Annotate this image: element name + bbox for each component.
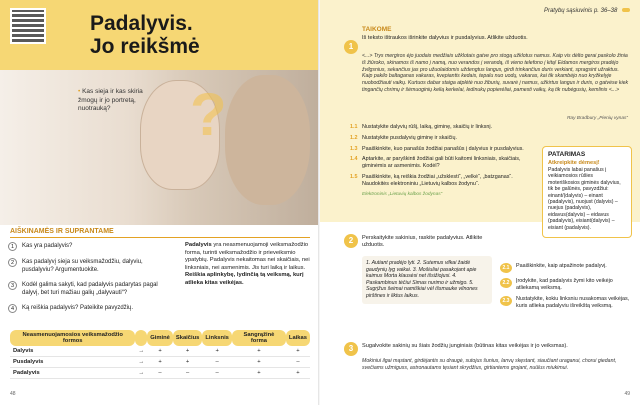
intro-question: [78, 88, 158, 114]
workbook-reference: [544, 8, 630, 14]
qr-code-icon[interactable]: [10, 8, 46, 44]
list-item: [350, 124, 530, 131]
question-text: Kas padalyvį sieja su veiksmažodžiu, dalyviu, pusdalyviu? Argumentuokite.: [22, 259, 143, 273]
task-number-badge: 2: [344, 234, 358, 248]
task-instruction: Iš teksto ištraukos išrinkite dalyvius ir pusdalyvius. Atlikite užduotis.: [362, 35, 528, 41]
table-cell: –: [202, 368, 232, 379]
example-sentences: 1. Autiant pradėjo lyti. 2. Sutemus vilkai žaidė gaudynių lyg vaikai. 3. Mošiuliai pasakojant apie kaimus Morta klausėsi net išsižiojusi. 4. Paskambinus tėčiui Simas nurimo ir užmigo. 5. Sugrįžus šeimai namiškiai vėl išsmauke vilnones pirštines ir liktus laikus.: [362, 256, 492, 304]
row-arrow: →: [135, 368, 147, 379]
tip-text: Padalyvis labai panašus į veikiamosios rūšies moteriškosios giminės dalyvius, tik be galūnės, pavyzdžiui: einant/(dalyvis) – einant (padalyvis), nuojust (dalyvis) – nuejus (padalyvis), eidavus(dalyvis) – eidavus (padalyvis), eisiant(dalyvis) – eisiant (padalyvis).: [548, 167, 621, 231]
subtask-list: [350, 124, 530, 220]
definition-text: yra neasmenuojamoji veiksmažodžio forma, turinti veiksmažodžio ir prieveiksmio ypatybių. Padalyvis nekaitomas nei skaičiais, nei linksniais, nei asmenimis. Jis turi laiką ir laikus.: [185, 242, 310, 271]
subtask-number: 1.4: [350, 156, 358, 163]
row-label: Dalyvis: [10, 346, 135, 357]
right-page: [320, 0, 640, 405]
table-header: Laikas: [286, 330, 310, 346]
question-mark-icon: ?: [190, 81, 227, 148]
question-text: Ką reiškia padalyvis? Pateikite pavyzdžių.: [22, 305, 134, 311]
definition-term: Padalyvis: [185, 242, 212, 248]
list-item: [350, 156, 530, 170]
table-cell: +: [286, 346, 310, 357]
subtask-text: Paaiškinkite, ką reiškia žodžiai „užsklesti“, „velkė“, „batzganas“. Naudokitės elektroniniu „Lietuvių kalbos žodynu“.: [362, 173, 513, 187]
definition-emphasis: Reiškia aplinkybę, lydinčią tą veiksmą, kurį atlieka kitas veikėjas.: [185, 272, 304, 286]
list-item: [500, 263, 630, 273]
pill-icon: [622, 8, 630, 12]
table-header: Sangrąžinė forma: [232, 330, 286, 346]
row-arrow: →: [135, 357, 147, 368]
table-cell: +: [147, 357, 173, 368]
table-cell: –: [286, 357, 310, 368]
question-item: [8, 258, 158, 274]
title-line-1: Padalyvis.: [90, 12, 193, 35]
table-cell: +: [232, 357, 286, 368]
task-number-badge: 3: [344, 342, 358, 356]
dictionary-link[interactable]: Elektroninis „Lietuvių kalbos žodynas“: [362, 191, 443, 197]
list-item: [350, 135, 530, 142]
list-item: [500, 278, 630, 291]
row-label: Pusdalyvis: [10, 357, 135, 368]
subtask-text: Įrodykite, kad padalyvis žymi kito veikėjo atliekamą veiksmą.: [516, 278, 613, 291]
question-list: [8, 242, 158, 320]
subtask-list: [500, 263, 630, 314]
task-instruction: Sugalvokite sakinių su šiais žodžių junginiais (būtinas kitas veikėjas ir jo veiksmas).: [362, 343, 568, 349]
table-row: [10, 346, 310, 357]
table-header: Linksnis: [202, 330, 232, 346]
section-divider: [10, 237, 310, 238]
subtask-number: 1.3: [350, 145, 358, 152]
text-passage: <...> Trys mergiros ėjo juodais medžiais užklotais gatve pro stogą užklotus namus. Kaip vis dėlto gerai paskolo žinia iš žiūroko, skinamos iš namo į namą, nuo verandos į verandą, iš vieno telefono į kitą! Eidamos mergiros pradėjo žvilgsnius, sekančius jas pro užuolaidomis uždengtus langus, girdi trinkančius duris verkiant, spragsint užraktus. Kaip pakilo baltaganas vakaras, kvepiantis kedais, tepalu nuo uodų, vakaras, kai tik skambėjo nuo kryžkelyje nuobodžiauti vaikų. Kurtuos dabar staiga atplėtė nuo žiburių, suvarė į namus, užkirtus langus ir duris, o gatvėse kiek tingančių chrimų ir šėmuoginių kelią kerkelai, ledinukų popierėliai, pamesti vaikų, ką tik nubėgusių, kemlinis <...>: [362, 53, 629, 93]
tip-title: PATARIMAS: [548, 151, 586, 158]
subtask-text: Nustatykite, kokiu linksniu nusakomas veikėjas, kuris atlieka padalyviu išreikštą veiksmą.: [516, 296, 630, 309]
verb-forms-table: [10, 330, 310, 379]
workbook-reference-text: Pratybų sąsiuvinis p. 36–38: [543, 8, 618, 14]
table-cell: +: [173, 346, 203, 357]
subtask-number: 1.5: [350, 173, 358, 180]
subtask-text: Nustatykite pusdalyvių giminę ir skaičių.: [362, 134, 457, 141]
subtask-text: Nustatykite dalyvių rūšį, laiką, giminę, skaičių ir linksnį.: [362, 124, 493, 130]
table-header: Neasmenuojamosios veiksmažodžio formos: [10, 330, 135, 346]
subtask-number: 2.2: [500, 278, 512, 288]
table-header: [135, 330, 147, 346]
page-number-left: 48: [10, 391, 16, 397]
table-cell: –: [173, 368, 203, 379]
question-number: 2: [8, 258, 17, 267]
task-label: TAIKOME: [362, 26, 392, 33]
subtask-text: Paaiškinkite, kaip atpažinote padalyvį.: [516, 263, 607, 269]
woman-photo: [225, 75, 310, 205]
task-instruction: Perskaitykite sakinius, raskite padalyvius. Atlikite užduotis.: [362, 235, 483, 248]
subtask-number: 2.1: [500, 263, 512, 273]
subtask-number: 2.3: [500, 296, 512, 306]
table-cell: –: [147, 368, 173, 379]
table-cell: +: [147, 346, 173, 357]
bullet-icon: •: [78, 88, 81, 95]
page-title: [90, 12, 200, 58]
tip-subtitle: Atkreipkite dėmesį!: [548, 160, 600, 166]
list-item: [350, 174, 530, 188]
definition-box: [185, 242, 310, 288]
table-header-row: [10, 330, 310, 346]
question-number: 1: [8, 242, 17, 251]
task-number-badge: 1: [344, 40, 358, 54]
row-label: Padalyvis: [10, 368, 135, 379]
question-item: [8, 281, 158, 297]
title-line-2: Jo reikšmė: [90, 35, 200, 58]
intro-question-text: Kas sieja ir kas skiria žmogų ir jo portretą, nuotrauką?: [78, 88, 143, 112]
page-number-right: 49: [624, 391, 630, 397]
table-row: [10, 368, 310, 379]
section-title: AIŠKINAMĖS IR SUPRANTAME: [10, 228, 114, 235]
row-arrow: →: [135, 346, 147, 357]
list-item: [350, 146, 530, 153]
table-cell: +: [232, 368, 286, 379]
table-cell: –: [202, 357, 232, 368]
portrait-photo: [0, 70, 320, 225]
table-cell: +: [202, 346, 232, 357]
question-text: Kodėl galima sakyti, kad padalyvis padarytas pagal dalyvį, bet turi mažiau galių „dalyvauti“?: [22, 282, 158, 296]
question-number: 3: [8, 281, 17, 290]
question-item: [8, 242, 158, 251]
subtask-number: 1.1: [350, 124, 358, 130]
table-cell: +: [173, 357, 203, 368]
passage-source: Ray Bradbury „Pienių vynas“: [566, 116, 628, 121]
tip-box: [542, 146, 632, 238]
subtask-text: Aptarkite, ar paryškinti žodžiai gali būti kaitomi linksniais, skaičiais, giminėmis ar asmenimis. Kodėl?: [362, 156, 521, 170]
table-header: Giminė: [147, 330, 173, 346]
table-cell: +: [232, 346, 286, 357]
table-cell: +: [286, 368, 310, 379]
subtask-text: Paaiškinkite, kuo panašūs žodžiai panašūs į dalyvius ir pusdalyvius.: [362, 145, 524, 152]
question-item: [8, 304, 158, 313]
question-number: 4: [8, 304, 17, 313]
table-row: [10, 357, 310, 368]
table-header: Skaičius: [173, 330, 203, 346]
example-phrases: Mokiniui ilgai mąstant, girdėjantis su draugė, sutojus šunius, lanvų skęstant, siaučiant uraganui, chorui giedant, svečiams užmiguss, astronautams tęsiant skrydžius, girtiantems grojant, nuūlus miukimui.: [362, 358, 617, 371]
subtask-number: 1.2: [350, 134, 358, 141]
list-item: [500, 296, 630, 309]
question-text: Kas yra padalyvis?: [22, 243, 73, 249]
